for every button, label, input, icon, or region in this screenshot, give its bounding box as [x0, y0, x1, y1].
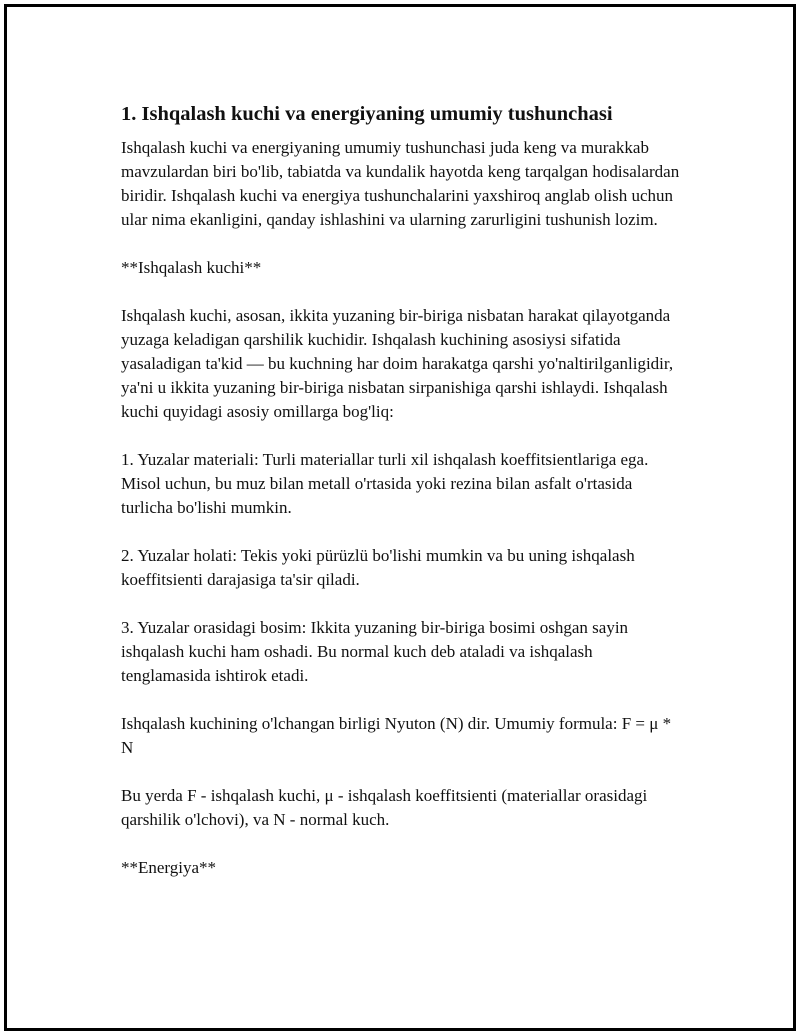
paragraph-formula-explanation: Bu yerda F - ishqalash kuchi, μ - ishqalash koeffitsienti (materiallar orasidagi qarshilik o'lchovi), va N - normal kuch.	[121, 786, 648, 829]
document-body	[121, 100, 681, 904]
paragraph-intro: Ishqalash kuchi va energiyaning umumiy tushunchasi juda keng va murakkab mavzulardan biri bo'lib, tabiatda va kundalik hayotda keng tarqalgan hodisalardan biridir. Ishqalash kuchi va energiya tushunchalarini yaxshiroq anglab olish uchun ular nima ekanligini, qanday ishlashini va ularning zarurligini tushunish lozim.	[121, 138, 680, 229]
paragraph-formula: Ishqalash kuchining o'lchangan birligi Nyuton (N) dir. Umumiy formula: F = μ * N	[121, 714, 672, 757]
subheading-energy: **Energiya**	[121, 858, 217, 877]
page-frame	[4, 4, 796, 1031]
list-item-surface-pressure: 3. Yuzalar orasidagi bosim: Ikkita yuzaning bir-biriga bosimi oshgan sayin ishqalash kuchi ham oshadi. Bu normal kuch deb ataladi va ishqalash tenglamasida ishtirok etadi.	[121, 618, 629, 685]
paragraph-friction-definition: Ishqalash kuchi, asosan, ikkita yuzaning bir-biriga nisbatan harakat qilayotganda yuzaga keladigan qarshilik kuchidir. Ishqalash kuchining asosiysi sifatida yasaladigan ta'kid — bu kuchning har doim harakatga qarshi yo'naltirilganligidir, ya'ni u ikkita yuzaning bir-biriga nisbatan sirpanishiga qarshi ishlaydi. Ishqalash kuchi quyidagi asosiy omillarga bog'liq:	[121, 306, 674, 421]
subheading-friction: **Ishqalash kuchi**	[121, 258, 262, 277]
list-item-surface-condition: 2. Yuzalar holati: Tekis yoki pürüzlü bo'lishi mumkin va bu uning ishqalash koeffitsienti darajasiga ta'sir qiladi.	[121, 546, 635, 589]
list-item-surface-material: 1. Yuzalar materiali: Turli materiallar turli xil ishqalash koeffitsientlariga ega. Misol uchun, bu muz bilan metall o'rtasida yoki rezina bilan asfalt o'rtasida turlicha bo'lishi mumkin.	[121, 450, 649, 517]
section-heading: 1. Ishqalash kuchi va energiyaning umumiy tushunchasi	[121, 103, 613, 125]
